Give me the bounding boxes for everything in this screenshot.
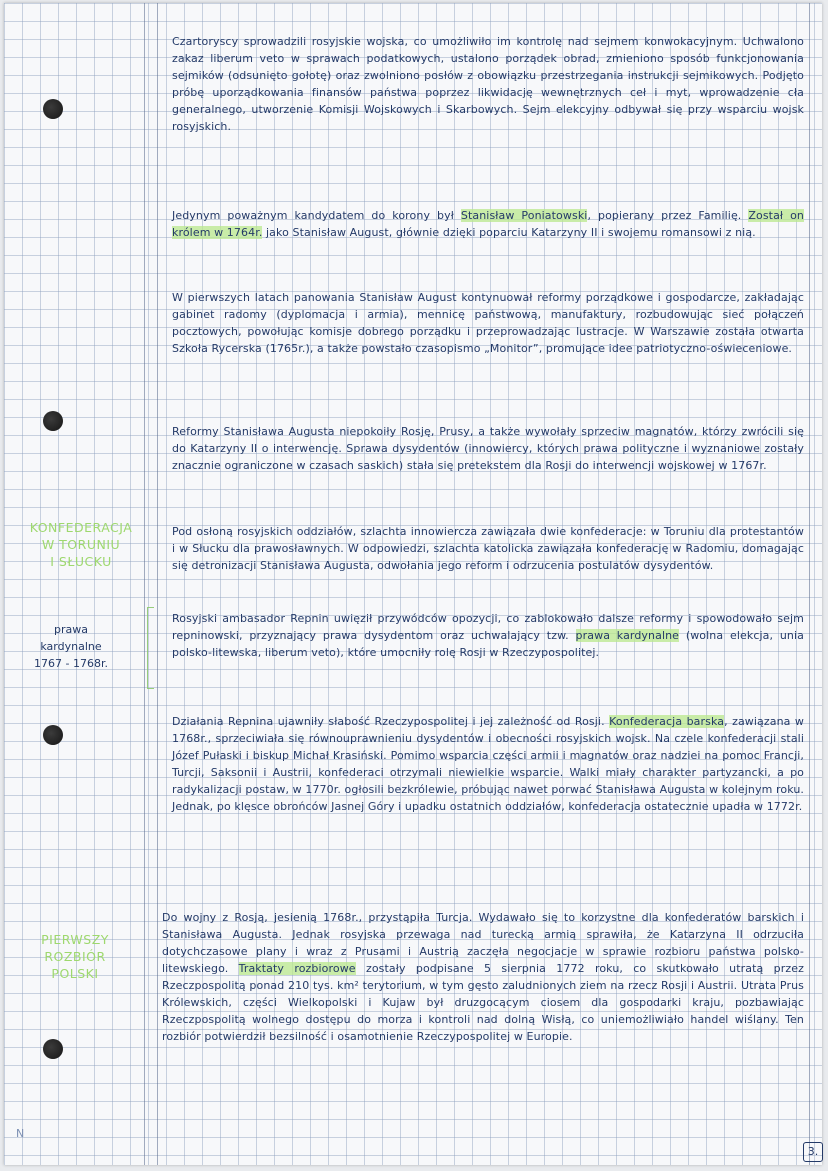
margin-note-rozbior — [16, 931, 134, 982]
highlighted-phrase: Traktaty rozbiorowe — [238, 962, 356, 975]
text-run: (wolna elekcja, unia polsko-litewska, liberum veto), które umocniły rolę Rosji w Rzeczypospolitej. — [172, 629, 804, 659]
margin-line — [157, 3, 158, 1165]
text-run: , zawiązana w 1768r., sprzeciwiała się równouprawnieniu dysydentów i obecności rosyjskich wojsk. Na czele konfederacji stali Józef Pułaski i biskup Michał Krasiński. Pomimo wsparcia części armii i magnatów oraz nadziei na pomoc Francji, Turcji, Saksonii i Austrii, konfederaci otrzymali niewielkie wsparcie. Walki miały charakter partyzancki, a po radykalizacji postaw, w 1770r. ogłosili bezkrólewie, próbując nawet porwać Stanisława Augusta w kolejnym roku. Jednak, po klęsce obrońców Jasnej Góry i upadku ostatnich oddziałów, konfederacja ostatecznie upadła w 1772r. — [172, 715, 805, 813]
margin-note-line: prawa — [54, 623, 88, 636]
paragraph-czartoryscy — [172, 33, 804, 135]
margin-note-line: ROZBIÓR — [44, 949, 106, 964]
page-number: 3. — [803, 1142, 823, 1162]
text-run: W pierwszych latach panowania Stanisław August kontynuował reformy porządkowe i gospodarcze, zakładając gabinet radomy (dyplomacja i armia), mennicę państwową, manufaktury, rozbudowując sieć połączeń pocztowych, powołując komisje dobrego porządku i przeprowadzając lustracje. W Warszawie została otwarta Szkoła Rycerska (1765r.), a także powstało czasopismo „Monitor”, promujące idee patriotyczno-oświeceniowe. — [172, 291, 804, 355]
text-run: Czartoryscy sprowadzili rosyjskie wojska, co umożliwiło im kontrolę nad sejmem konwokacyjnym. Uchwalono zakaz liberum veto w sprawach podatkowych, ustalono porządek obrad, zmieniono sposób funkcjonowania sejmików (odsunięto gołotę) oraz zwolniono posłów z obowiązku przestrzegania instrukcji sejmikowych. Podjęto próbę uporządkowania finansów państwa poprzez likwidację wewnętrznych ceł i myt, wprowadzenie cła generalnego, utworzenie Komisji Wojskowych i Skarbowych. Sejm elekcyjny odbywał się przy wsparciu wojsk rosyjskich. — [172, 35, 804, 133]
binder-hole — [43, 1039, 63, 1059]
paragraph-repnin — [172, 610, 804, 661]
margin-note-konfederacja — [22, 519, 140, 570]
margin-bracket — [147, 607, 154, 689]
notebook-page — [4, 3, 822, 1165]
margin-note-line: PIERWSZY — [41, 932, 109, 947]
text-run: Do wojny z Rosją, jesienią 1768r., przystąpiła Turcja. Wydawało się to korzystne dla konfederatów barskich i Stanisława Augusta. Jednak rosyjska przewaga nad turecką armią sprawiła, że Katarzyna II odrzuciła dotychczasowe plany i wraz z Prusami i Austrią zaczęła negocjacje w sprawie rozbioru państwa polsko-litewskiego. — [162, 911, 804, 975]
binder-hole — [43, 411, 63, 431]
text-run: zostały podpisane 5 sierpnia 1772 roku, co skutkowało utratą przez Rzeczpospolitą ponad 210 tys. km² terytorium, w tym gęsto zaludnionych ziem na rzecz Rosji i Austrii. Utrata Prus Królewskich, części Wielkopolski i Kujaw był druzgocącym ciosem dla gospodarki kraju, pozbawiając Rzeczpospolitą wolnego dostępu do morza i kontroli nad dolną Wisłą, co uniemożliwiało handel wiślany. Ten rozbiór potwierdził bezsilność i osamotnienie Rzeczypospolitej w Europie. — [162, 962, 804, 1043]
text-run: Rosyjski ambasador Repnin uwięził przywódców opozycji, co zablokowało dalsze reformy i spowodowało sejm repninowski, przyznający prawa dysydentom oraz uchwalający tzw. — [172, 612, 804, 642]
binder-hole — [43, 99, 63, 119]
margin-line — [809, 3, 810, 1165]
text-run: jako Stanisław August, głównie dzięki poparciu Katarzyny II i swojemu romansowi z nią. — [262, 226, 756, 239]
margin-note-line: kardynalne — [40, 640, 102, 653]
paragraph-reformy-wczesne — [172, 289, 804, 357]
paragraph-konfederacja-barska — [172, 713, 804, 815]
corner-mark: N — [16, 1127, 25, 1140]
margin-note-line: 1767 - 1768r. — [34, 657, 108, 670]
paragraph-reformy-sprzeciw — [172, 423, 804, 474]
highlighted-phrase: Został on królem w 1764r. — [172, 209, 804, 239]
highlighted-phrase: prawa kardynalne — [575, 629, 680, 642]
text-run: , popierany przez Familię. — [587, 209, 749, 222]
margin-note-line: KONFEDERACJA — [29, 520, 133, 535]
paragraph-konfederacje — [172, 523, 804, 574]
binder-hole — [43, 725, 63, 745]
margin-note-line: POLSKI — [51, 966, 99, 981]
text-run: Jedynym poważnym kandydatem do korony był — [172, 209, 461, 222]
highlighted-phrase: Stanisław Poniatowski — [460, 209, 588, 222]
margin-note-line: I SŁUCKU — [50, 554, 112, 569]
paragraph-pierwszy-rozbior — [162, 909, 804, 1045]
paragraph-poniatowski — [172, 207, 804, 241]
highlighted-phrase: Konfederacja barska — [609, 715, 725, 728]
margin-note-prawa — [12, 621, 130, 672]
margin-note-line: W TORUNIU — [41, 537, 121, 552]
text-run: Reformy Stanisława Augusta niepokoiły Rosję, Prusy, a także wywołały sprzeciw magnatów, którzy zwrócili się do Katarzyny II o interwencję. Sprawa dysydentów (innowiercy, których prawa polityczne i wyznaniowe zostały znacznie ograniczone w czasach saskich) stała się pretekstem dla Rosji do interwencji wojskowej w 1767r. — [172, 425, 804, 472]
text-run: Pod osłoną rosyjskich oddziałów, szlachta innowiercza zawiązała dwie konfederacje: w Toruniu dla protestantów i w Słucku dla prawosławnych. W odpowiedzi, szlachta katolicka zawiązała konfederację w Radomiu, domagając się detronizacji Stanisława Augusta, odwołania jego reform i odrzucenia postulatów dysydentów. — [172, 525, 804, 572]
text-run: Działania Repnina ujawniły słabość Rzeczypospolitej i jej zależność od Rosji. — [172, 715, 610, 728]
margin-line — [144, 3, 145, 1165]
